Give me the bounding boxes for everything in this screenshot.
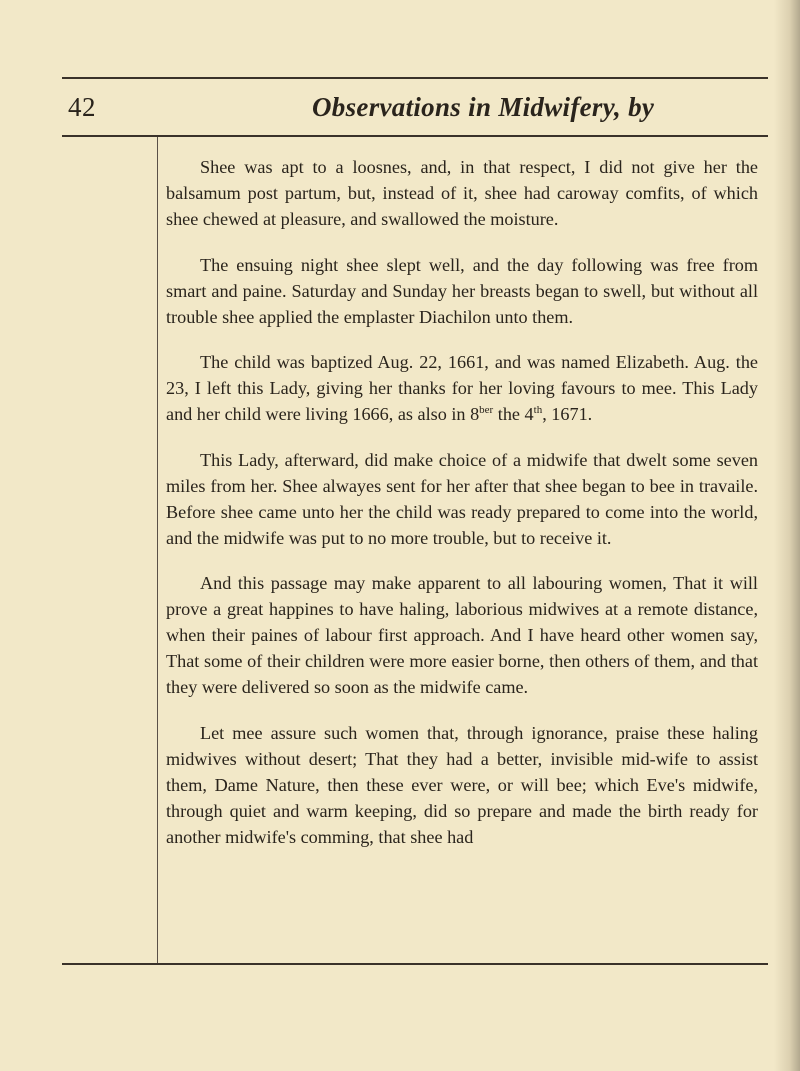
page-header [62, 86, 768, 132]
paragraph-3 [166, 349, 758, 427]
paragraph-5: And this passage may make apparent to all labouring women, That it will prove a great happines to have haling, laborious midwives at a remote distance, when their paines of labour first approach. And I have heard other women say, That some of their children were more easier borne, then others of them, and that they were delivered so soon as the midwife came. [166, 573, 758, 697]
paragraph-3-text-b: the 4 [493, 404, 534, 424]
superscript-ber: ber [479, 403, 494, 416]
running-title: Observations in Midwifery, by [312, 92, 655, 122]
page-edge-shadow [774, 0, 800, 1071]
paragraph-3-text-a: The child was baptized Aug. 22, 1661, and was named Elizabeth. Aug. the 23, I left this Lady, giving her thanks for her loving favours to mee. This Lady and her child were living 1666, as also in 8 [166, 352, 758, 424]
paragraph-4: This Lady, afterward, did make choice of a midwife that dwelt some seven miles from her. Shee alwayes sent for her after that shee began to bee in travaile. Before shee came unto her the child was ready prepared to come into the world, and the midwife was put to no more trouble, but to receive it. [166, 449, 758, 548]
paragraph-1: Shee was apt to a loosnes, and, in that respect, I did not give her the balsamum post partum, but, instead of it, shee had caroway comfits, of which shee chewed at pleasure, and swallowed the moisture. [166, 157, 758, 229]
bottom-rule [62, 963, 768, 965]
paragraph-6: Let mee assure such women that, through ignorance, praise these haling midwives without desert; That they had a better, invisible mid-wife to assist them, Dame Nature, then these ever were, or will bee; which Eve's midwife, through quiet and warm keeping, did so prepare and made the birth ready for another midwife's comming, that shee had [166, 722, 758, 847]
page-number: 42 [68, 92, 96, 122]
paragraph-2: The ensuing night shee slept well, and the day following was free from smart and paine. Saturday and Sunday her breasts began to swell, but without all trouble shee applied the emplaster Diachilon unto them. [166, 254, 758, 327]
header-rule [62, 135, 768, 137]
paragraph-3-text-c: , 1671. [542, 404, 593, 424]
superscript-th: th [533, 403, 543, 416]
body-text [166, 154, 758, 869]
top-rule [62, 77, 768, 79]
margin-column-line [157, 137, 158, 963]
